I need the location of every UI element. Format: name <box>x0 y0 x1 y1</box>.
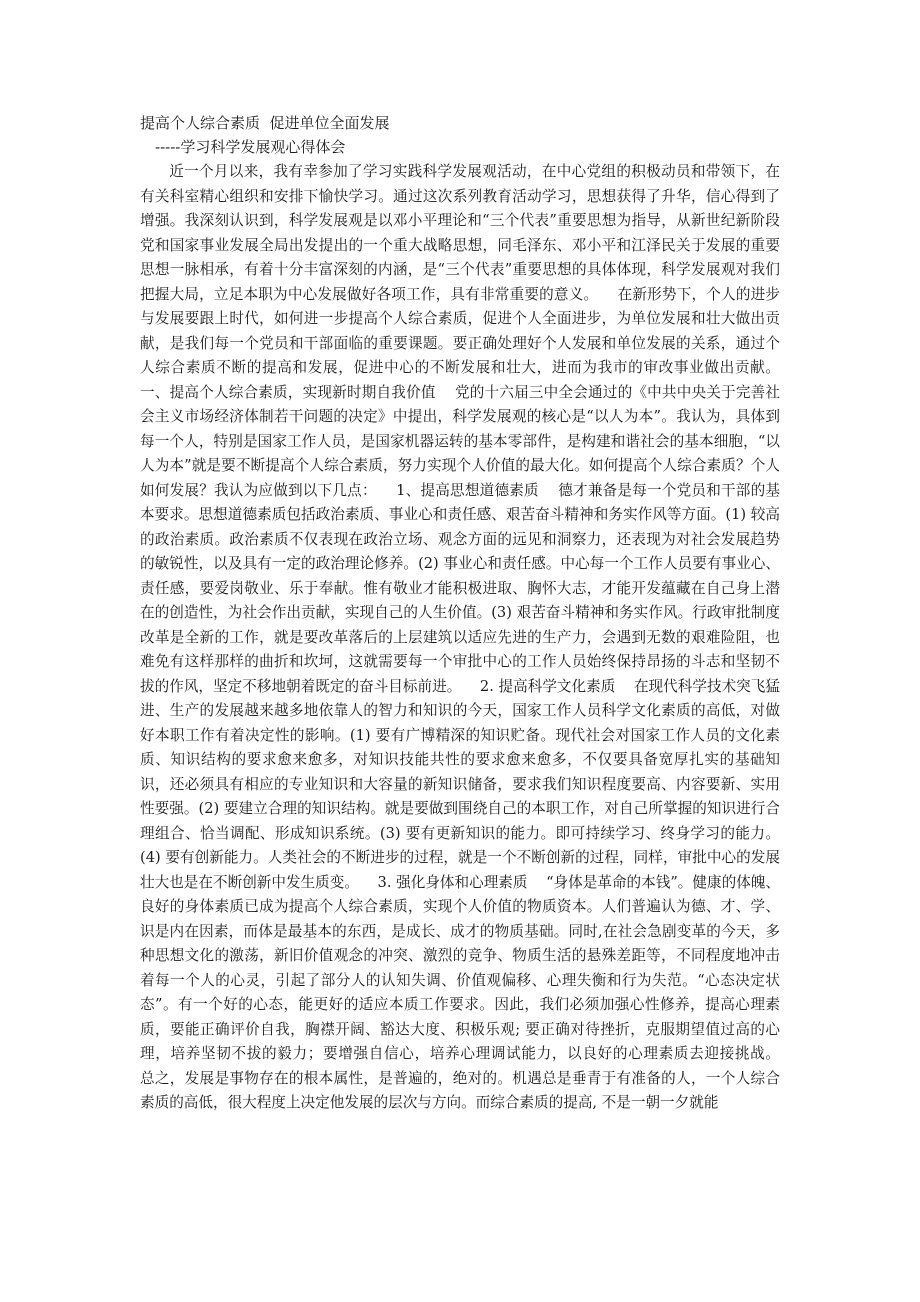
document-subtitle: -----学习科学发展观心得体会 <box>155 138 346 156</box>
document-title: 提高个人综合素质 促进单位全面发展 <box>140 114 390 132</box>
document-body: 近一个月以来，我有幸参加了学习实践科学发展观活动，在中心党组的积极动员和带领下，在有关科室精心组织和安排下愉快学习。通过这次系列教育活动学习，思想获得了升华，信心得到了增强。我深刻认识到，科学发展观是以邓小平理论和“三个代表”重要思想为指导，从新世纪新阶段党和国家事业发展全局出发提出的一个重大战略思想，同毛泽东、邓小平和江泽民关于发展的重要思想一脉相承，有着十分丰富深刻的内涵，是“三个代表”重要思想的具体体现，科学发展观对我们把握大局，立足本职为中心发展做好各项工作，具有非常重要的意义。 在新形势下，个人的进步与发展要跟上时代，如何进一步提高个人综合素质，促进个人全面进步，为单位发展和壮大做出贡献，是我们每一个党员和干部面临的重要课题。要正确处理好个人发展和单位发展的关系，通过个人综合素质不断的提高和发展，促进中心的不断发展和壮大，进而为我市的审改事业做出贡献。 一、提高个人综合素质，实现新时期自我价值 党的十六届三中全会通过的《中共中央关于完善社会主义市场经济体制若干问题的决定》中提出，科学发展观的核心是“以人为本”。我认为，具体到每一个人，特别是国家工作人员，是国家机器运转的基本零部件，是构建和谐社会的基本细胞，“以人为本”就是要不断提高个人综合素质，努力实现个人价值的最大化。如何提高个人综合素质？个人如何发展？我认为应做到以下几点： 1、提高思想道德素质 德才兼备是每一个党员和干部的基本要求。思想道德素质包括政治素质、事业心和责任感、艰苦奋斗精神和务实作风等方面。(1) 较高的政治素质。政治素质不仅表现在政治立场、观念方面的远见和洞察力，还表现为对社会发展趋势的敏锐性，以及具有一定的政治理论修养。(2) 事业心和责任感。中心每一个工作人员要有事业心、责任感，要爱岗敬业、乐于奉献。惟有敬业才能积极进取、胸怀大志，才能开发蕴藏在自己身上潜在的创造性，为社会作出贡献，实现自己的人生价值。(3) 艰苦奋斗精神和务实作风。行政审批制度改革是全新的工作，就是要改革落后的上层建筑以适应先进的生产力，会遇到无数的艰难险阻，也难免有这样那样的曲折和坎坷，这就需要每一个审批中心的工作人员始终保持昂扬的斗志和坚韧不拔的作风，坚定不移地朝着既定的奋斗目标前进。 2. 提高科学文化素质 在现代科学技术突飞猛进、生产的发展越来越多地依靠人的智力和知识的今天，国家工作人员科学文化素质的高低，对做好本职工作有着决定性的影响。(1) 要有广博精深的知识贮备。现代社会对国家工作人员的文化素质、知识结构的要求愈来愈多，对知识技能共性的要求愈来愈多，不仅要具备宽厚扎实的基础知识，还必须具有相应的专业知识和大容量的新知识储备，要求我们知识程度要高、内容要新、实用性要强。(2) 要建立合理的知识结构。就是要做到围绕自己的本职工作，对自己所掌握的知识进行合理组合、恰当调配、形成知识系统。(3) 要有更新知识的能力。即可持续学习、终身学习的能力。(4) 要有创新能力。人类社会的不断进步的过程，就是一个不断创新的过程，同样，审批中心的发展壮大也是在不断创新中发生质变。 3. 强化身体和心理素质 “身体是革命的本钱”。健康的体魄、良好的身体素质已成为提高个人综合素质，实现个人价值的物质资本。人们普遍认为德、才、学、识是内在因素，而体是最基本的东西，是成长、成才的物质基础。同时,在社会急剧变革的今天，多种思想文化的激荡，新旧价值观念的冲突、激烈的竞争、物质生活的悬殊差距等，不同程度地冲击着每一个人的心灵，引起了部分人的认知失调、价值观偏移、心理失衡和行为失范。“心态决定状态”。有一个好的心态，能更好的适应本质工作要求。因此，我们必须加强心性修养，提高心理素质，要能正确评价自我，胸襟开阔、豁达大度、积极乐观; 要正确对待挫折，克服期望值过高的心理，培养坚韧不拔的毅力；要增强自信心，培养心理调试能力，以良好的心理素质去迎接挑战。 总之，发展是事物存在的根本属性，是普遍的，绝对的。机遇总是垂青于有准备的人，一个人综合素质的高低，很大程度上决定他发展的层次与方向。而综合素质的提高, 不是一朝一夕就能 <box>140 163 799 1111</box>
